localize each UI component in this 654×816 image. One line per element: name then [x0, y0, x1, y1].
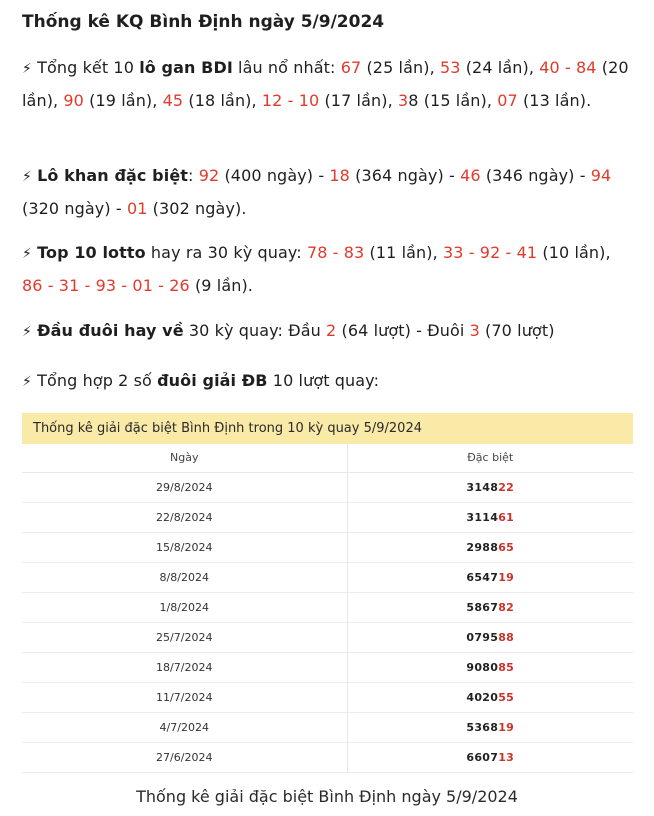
lo-gan-count: (17 lần),: [319, 91, 398, 110]
table-row: [22, 712, 633, 742]
lightning-icon: ⚡: [22, 61, 32, 77]
table-caption: Thống kê giải đặc biệt Bình Định ngày 5/9/2024: [136, 787, 518, 806]
p5-end: 10 lượt quay:: [267, 371, 380, 390]
prize-head-digits: 6547: [466, 570, 499, 584]
lo-gan-count: (13 lần).: [517, 91, 592, 110]
row-date: 8/8/2024: [22, 562, 347, 592]
row-special-prize: [347, 682, 633, 712]
lo-khan-days: (346 ngày) -: [480, 166, 591, 185]
lo-gan-number: 45: [162, 91, 184, 110]
lotto-count: (11 lần),: [364, 243, 443, 262]
lightning-icon: ⚡: [22, 246, 32, 262]
p4-bold: Đầu đuôi hay về: [37, 321, 184, 340]
lo-gan-number: 07: [497, 91, 518, 110]
prize-tail-digits: 85: [498, 660, 515, 674]
table-row: [22, 742, 633, 772]
lo-gan-number: 40 - 84: [539, 58, 597, 77]
prize-head-digits: 9080: [466, 660, 499, 674]
prize-tail-digits: 88: [498, 630, 515, 644]
lo-khan-number: 94: [590, 166, 612, 185]
prize-head-digits: 5867: [466, 600, 499, 614]
lotto-numbers: 86 - 31 - 93 - 01 - 26: [22, 276, 190, 295]
p5-bold: đuôi giải ĐB: [157, 371, 268, 390]
prize-head-digits: 3148: [466, 480, 499, 494]
p4-end: (70 lượt): [479, 321, 555, 340]
row-special-prize: [347, 562, 633, 592]
p2-colon: :: [188, 166, 199, 185]
lo-khan-days: (320 ngày) -: [22, 199, 127, 218]
lotto-numbers: 78 - 83: [306, 243, 365, 262]
row-special-prize: [347, 742, 633, 772]
prize-tail-digits: 13: [498, 750, 515, 764]
lo-gan-count: (24 lần),: [460, 58, 540, 77]
row-special-prize: [347, 532, 633, 562]
table-row: [22, 502, 633, 532]
duoi-db-paragraph: [22, 365, 636, 398]
row-special-prize: [347, 622, 633, 652]
table-row: [22, 562, 633, 592]
lo-khan-days: (364 ngày) -: [349, 166, 461, 185]
table-row: [22, 682, 633, 712]
prize-head-digits: 6607: [466, 750, 499, 764]
lotto-count: (10 lần),: [537, 243, 611, 262]
table-heading: Thống kê giải đặc biệt Bình Định trong 10 kỳ quay 5/9/2024: [22, 413, 633, 444]
page-title: Thống kê KQ Bình Định ngày 5/9/2024: [22, 12, 385, 32]
lightning-icon: ⚡: [22, 324, 32, 340]
row-special-prize: [347, 652, 633, 682]
prize-tail-digits: 61: [498, 510, 515, 524]
lo-gan-count: (25 lần),: [361, 58, 440, 77]
lotto-count: (9 lần).: [189, 276, 253, 295]
prize-tail-digits: 65: [498, 540, 515, 554]
p1-mid: lâu nổ nhất:: [232, 58, 341, 77]
prize-head-digits: 2988: [466, 540, 499, 554]
lo-gan-count: 8 (15 lần),: [408, 91, 498, 110]
lo-gan-count: (18 lần),: [183, 91, 262, 110]
lightning-icon: ⚡: [22, 374, 32, 390]
row-date: 18/7/2024: [22, 652, 347, 682]
prize-tail-digits: 19: [498, 570, 515, 584]
lo-khan-days: (302 ngày).: [147, 199, 247, 218]
prize-head-digits: 0795: [466, 630, 499, 644]
row-date: 15/8/2024: [22, 532, 347, 562]
row-special-prize: [347, 592, 633, 622]
lo-gan-number: 67: [340, 58, 362, 77]
row-date: 22/8/2024: [22, 502, 347, 532]
table-row: [22, 532, 633, 562]
row-special-prize: [347, 502, 633, 532]
p4-mid2: (64 lượt) - Đuôi: [336, 321, 470, 340]
row-special-prize: [347, 472, 633, 502]
row-date: 25/7/2024: [22, 622, 347, 652]
lo-gan-count: (19 lần),: [83, 91, 163, 110]
lo-gan-number: 12 - 10: [261, 91, 320, 110]
table-row: [22, 592, 633, 622]
prize-head-digits: 4020: [466, 690, 499, 704]
lightning-icon: ⚡: [22, 169, 32, 185]
lo-khan-paragraph: [22, 160, 636, 224]
lo-khan-days: (400 ngày) -: [219, 166, 330, 185]
special-prize-table: [22, 413, 633, 773]
row-date: 4/7/2024: [22, 712, 347, 742]
p2-bold: Lô khan đặc biệt: [37, 166, 189, 185]
p5-prefix: Tổng hợp 2 số: [31, 371, 158, 390]
lo-khan-number: 46: [460, 166, 481, 185]
row-date: 29/8/2024: [22, 472, 347, 502]
row-date: 1/8/2024: [22, 592, 347, 622]
prize-tail-digits: 55: [498, 690, 515, 704]
prize-head-digits: 3114: [466, 510, 499, 524]
row-special-prize: [347, 712, 633, 742]
prize-tail-digits: 22: [498, 480, 515, 494]
lotto-numbers: 33 - 92 - 41: [443, 243, 538, 262]
prize-tail-digits: 19: [498, 720, 515, 734]
row-date: 11/7/2024: [22, 682, 347, 712]
lo-gan-number: 90: [63, 91, 84, 110]
table-row: [22, 622, 633, 652]
lo-khan-number: 92: [198, 166, 220, 185]
p1-prefix: Tổng kết 10: [31, 58, 140, 77]
p1-bold: lô gan BDI: [139, 58, 233, 77]
lo-khan-number: 18: [329, 166, 350, 185]
head-number: 2: [326, 321, 337, 340]
table-row: [22, 652, 633, 682]
lo-gan-paragraph: [22, 52, 636, 116]
p3-mid: hay ra 30 kỳ quay:: [145, 243, 307, 262]
lo-gan-number: 53: [439, 58, 461, 77]
tail-number: 3: [469, 321, 480, 340]
table-row: [22, 472, 633, 502]
p4-mid: 30 kỳ quay: Đầu: [183, 321, 327, 340]
column-header-special: Đặc biệt: [347, 444, 633, 472]
p3-bold: Top 10 lotto: [37, 243, 146, 262]
dau-duoi-paragraph: [22, 315, 636, 348]
row-date: 27/6/2024: [22, 742, 347, 772]
lo-khan-number: 01: [126, 199, 148, 218]
prize-head-digits: 5368: [466, 720, 499, 734]
lo-gan-count: (20 lần),: [22, 58, 629, 110]
column-header-date: Ngày: [22, 444, 347, 472]
lo-gan-number: 3: [397, 91, 409, 110]
top-lotto-paragraph: [22, 237, 636, 301]
prize-tail-digits: 82: [498, 600, 515, 614]
table-header-row: [22, 444, 633, 472]
